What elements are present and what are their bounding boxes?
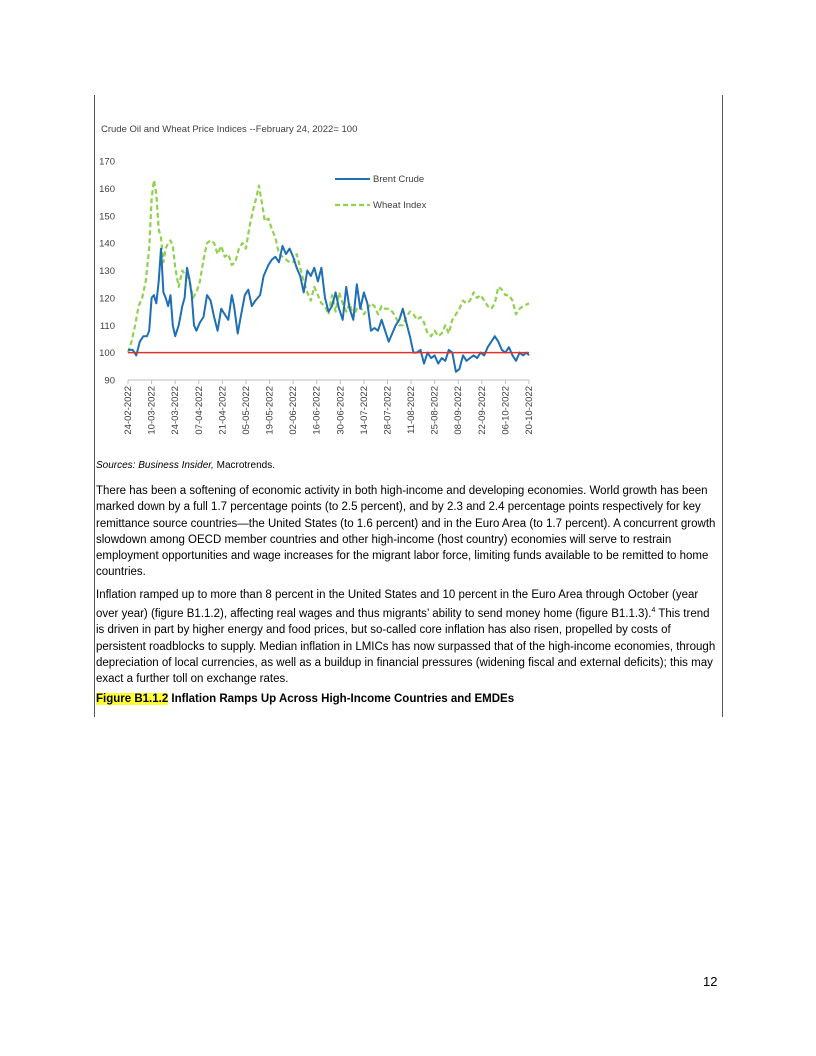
page-number: 12 <box>703 974 718 989</box>
y-tick-label: 140 <box>99 238 115 250</box>
figure-caption <box>96 693 514 705</box>
x-tick-label: 05-05-2022 <box>240 386 252 435</box>
sources-rest: Macrotrends. <box>213 460 275 471</box>
figure-label: Figure B1.1.2 <box>96 693 169 705</box>
y-tick-label: 120 <box>99 293 115 305</box>
y-tick-label: 170 <box>99 156 115 168</box>
x-tick-label: 14-07-2022 <box>358 386 370 435</box>
chart-title: Crude Oil and Wheat Price Indices --February 24, 2022= 100 <box>101 124 358 135</box>
series-line-wheat <box>128 180 529 352</box>
y-tick-label: 100 <box>99 348 115 360</box>
x-tick-label: 06-10-2022 <box>500 386 512 435</box>
x-tick-label: 20-10-2022 <box>524 386 535 435</box>
x-tick-label: 10-03-2022 <box>146 386 158 435</box>
chart-legend <box>335 174 427 211</box>
x-tick-label: 21-04-2022 <box>217 386 229 435</box>
x-tick-label: 08-09-2022 <box>453 386 465 435</box>
x-tick-label: 19-05-2022 <box>264 386 276 435</box>
paragraph-inflation-part-b: This trend is driven in part by higher energy and food prices, but so-called core inflation has also risen, propelled by costs of persistent roadblocks to supply. Median inflation in LMICs has now surpassed that of the high-income economies, through depreciation of local currencies, as well as a buildup in financial pressures (widening fiscal and external deficits); this may exact a further toll on exchange rates. <box>96 608 716 686</box>
x-tick-label: 24-03-2022 <box>170 386 182 435</box>
x-axis <box>123 380 535 435</box>
paragraph-growth: There has been a softening of economic activity in both high-income and developing economies. World growth has been marked down by a full 1.7 percentage points (to 2.5 percent), and by 2.3 and 2.4 percentage points respectively for key remittance source countries—the United States (to 1.6 percent) and in the Euro Area (to 1.7 percent). A concurrent growth slowdown among OECD member countries and other high-income (host country) economies will serve to restrain employment opportunities and wage increases for the migrant labor force, limiting funds available to be remitted to home countries. <box>96 485 716 579</box>
x-tick-label: 24-02-2022 <box>123 386 134 435</box>
chart-sources <box>96 460 275 471</box>
x-tick-label: 16-06-2022 <box>311 386 323 435</box>
sources-label: Sources: Business Insider, <box>96 460 214 471</box>
x-tick-label: 28-07-2022 <box>382 386 394 435</box>
paragraph-inflation-part-a: Inflation ramped up to more than 8 percent in the United States and 10 percent in the Euro Area through October (year over year) (figure B1.1.2), affecting real wages and thus migrants’ ability to send money home (figure B1.1.3). <box>96 589 699 621</box>
y-tick-label: 110 <box>99 320 115 332</box>
x-tick-label: 22-09-2022 <box>476 386 488 435</box>
x-tick-label: 07-04-2022 <box>193 386 205 435</box>
y-tick-label: 160 <box>99 183 115 195</box>
right-border <box>722 95 723 717</box>
x-tick-label: 30-06-2022 <box>335 386 347 435</box>
legend-label-brent: Brent Crude <box>373 174 425 185</box>
y-tick-label: 90 <box>104 375 115 387</box>
series-layer <box>128 180 529 372</box>
legend-label-wheat: Wheat Index <box>373 200 427 211</box>
y-tick-label: 130 <box>99 266 115 277</box>
y-tick-label: 150 <box>99 211 115 223</box>
y-axis <box>99 157 115 387</box>
x-tick-label: 25-08-2022 <box>429 386 441 435</box>
price-index-chart <box>90 120 540 460</box>
x-tick-label: 02-06-2022 <box>288 386 300 435</box>
x-tick-label: 11-08-2022 <box>406 386 418 434</box>
footnote-ref: 4 <box>651 607 656 615</box>
figure-title: Inflation Ramps Up Across High-Income Countries and EMDEs <box>168 693 515 705</box>
paragraph-inflation <box>96 587 720 688</box>
